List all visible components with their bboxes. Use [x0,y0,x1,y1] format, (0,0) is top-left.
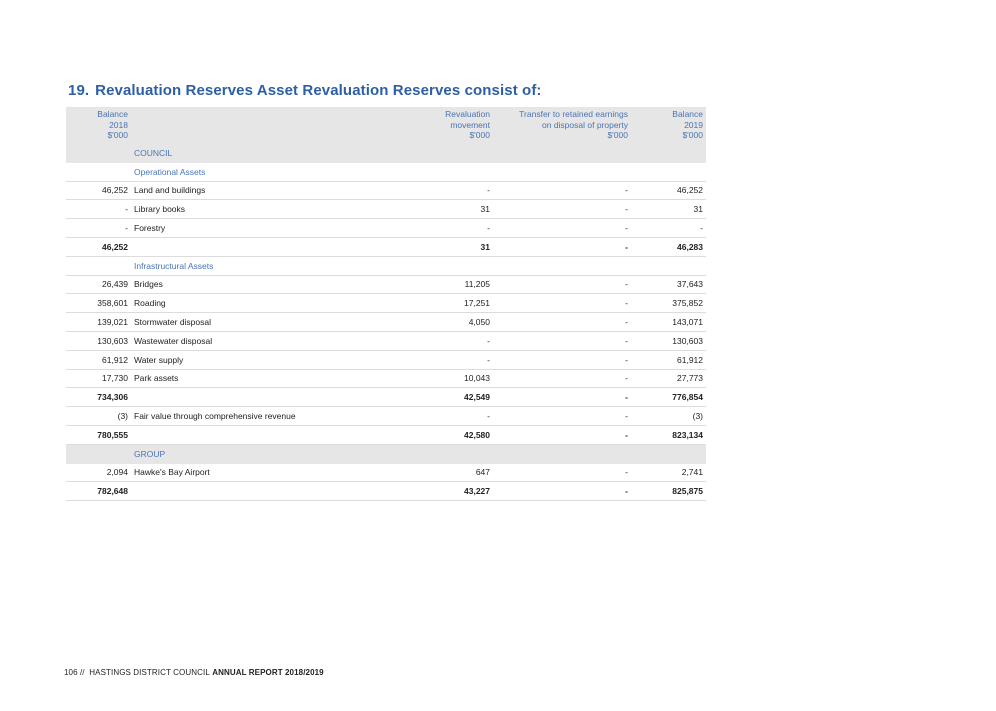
revaluation-movement-cell: 10,043 [431,369,493,388]
revaluation-movement-cell: 11,205 [431,275,493,294]
table-row [66,350,706,369]
description-cell: Roading [131,294,431,313]
revaluation-movement-cell [431,162,493,181]
header-line: $'000 [682,130,703,140]
total-row [66,388,706,407]
revaluation-movement-cell: 31 [431,200,493,219]
revaluation-movement-cell: 17,251 [431,294,493,313]
description-cell [131,482,431,501]
transfer-cell: - [493,388,631,407]
header-line: movement [450,119,490,130]
section-row [66,144,706,162]
footer-report: ANNUAL REPORT 2018/2019 [212,668,324,677]
description-cell: Operational Assets [131,162,431,181]
header-line: Balance [97,109,128,119]
description-cell: Forestry [131,219,431,238]
header-balance-2018 [66,107,131,144]
balance-2019-cell: 143,071 [631,313,706,332]
transfer-cell: - [493,463,631,482]
balance-2019-cell: 823,134 [631,425,706,444]
description-cell: Fair value through comprehensive revenue [131,407,431,426]
description-cell: Library books [131,200,431,219]
footer-org: HASTINGS DISTRICT COUNCIL [89,668,210,677]
header-line: Transfer to retained earnings [519,109,628,119]
table-body [66,144,706,501]
balance-2019-cell [631,144,706,162]
balance-2019-cell: (3) [631,407,706,426]
transfer-cell: - [493,181,631,200]
header-line: Balance [672,109,703,119]
description-cell: Wastewater disposal [131,331,431,350]
table-header [66,107,706,144]
header-balance-2019 [631,107,706,144]
balance-2018-cell: 734,306 [66,388,131,407]
balance-2018-cell: 46,252 [66,181,131,200]
revaluation-movement-cell: 4,050 [431,313,493,332]
revaluation-movement-cell: - [431,181,493,200]
page-footer [64,668,324,677]
header-line: on disposal of property [542,119,628,130]
balance-2018-cell: 139,021 [66,313,131,332]
revaluation-movement-cell: 647 [431,463,493,482]
balance-2018-cell: 17,730 [66,369,131,388]
balance-2019-cell: 2,741 [631,463,706,482]
balance-2018-cell [66,444,131,463]
balance-2018-cell: (3) [66,407,131,426]
header-line: $'000 [469,130,490,140]
balance-2019-cell: 31 [631,200,706,219]
total-row [66,482,706,501]
section-row [66,162,706,181]
balance-2018-cell: 2,094 [66,463,131,482]
balance-2019-cell: 776,854 [631,388,706,407]
table-row [66,219,706,238]
header-line: Revaluation [445,109,490,119]
section-number: 19. [68,82,90,99]
header-line: 2018 [109,119,128,130]
total-row [66,237,706,256]
section-row [66,256,706,275]
balance-2019-cell: 46,283 [631,237,706,256]
transfer-cell: - [493,350,631,369]
balance-2019-cell: 375,852 [631,294,706,313]
description-cell: Water supply [131,350,431,369]
table-row [66,369,706,388]
balance-2018-cell: 26,439 [66,275,131,294]
transfer-cell [493,256,631,275]
transfer-cell: - [493,275,631,294]
balance-2018-cell: - [66,219,131,238]
transfer-cell: - [493,482,631,501]
table-row [66,331,706,350]
transfer-cell: - [493,237,631,256]
description-cell [131,388,431,407]
revaluation-movement-cell: 42,580 [431,425,493,444]
balance-2018-cell [66,162,131,181]
balance-2019-cell: - [631,219,706,238]
table-row [66,200,706,219]
table-row [66,181,706,200]
description-cell: Stormwater disposal [131,313,431,332]
description-cell: Bridges [131,275,431,294]
transfer-cell: - [493,200,631,219]
balance-2019-cell: 37,643 [631,275,706,294]
balance-2018-cell: 46,252 [66,237,131,256]
revaluation-movement-cell: 43,227 [431,482,493,501]
description-cell [131,237,431,256]
section-title [68,82,542,99]
header-line: $'000 [107,130,128,140]
revaluation-movement-cell [431,256,493,275]
revaluation-movement-cell: - [431,331,493,350]
description-cell: Hawke's Bay Airport [131,463,431,482]
balance-2018-cell: 782,648 [66,482,131,501]
description-cell: COUNCIL [131,144,431,162]
table-row [66,407,706,426]
description-cell: Land and buildings [131,181,431,200]
header-row [66,107,706,144]
balance-2019-cell: 825,875 [631,482,706,501]
balance-2018-cell: 61,912 [66,350,131,369]
page-number: 106 // [64,668,85,677]
total-row [66,425,706,444]
table-row [66,275,706,294]
revaluation-movement-cell: - [431,350,493,369]
balance-2018-cell [66,256,131,275]
transfer-cell: - [493,369,631,388]
transfer-cell: - [493,219,631,238]
table-row [66,294,706,313]
transfer-cell [493,144,631,162]
description-cell [131,425,431,444]
balance-2019-cell: 46,252 [631,181,706,200]
balance-2019-cell [631,444,706,463]
balance-2018-cell: 130,603 [66,331,131,350]
section-row [66,444,706,463]
balance-2019-cell [631,256,706,275]
transfer-cell: - [493,331,631,350]
description-cell: GROUP [131,444,431,463]
transfer-cell: - [493,294,631,313]
balance-2019-cell: 61,912 [631,350,706,369]
revaluation-movement-cell [431,444,493,463]
description-cell: Park assets [131,369,431,388]
balance-2019-cell [631,162,706,181]
balance-2018-cell [66,144,131,162]
header-line: 2019 [684,119,703,130]
section-title-text: Revaluation Reserves Asset Revaluation Reserves consist of: [95,82,542,99]
transfer-cell [493,444,631,463]
balance-2018-cell: - [66,200,131,219]
description-cell: Infrastructural Assets [131,256,431,275]
transfer-cell: - [493,425,631,444]
balance-2018-cell: 780,555 [66,425,131,444]
table-row [66,313,706,332]
header-line: $'000 [607,130,628,140]
table-row [66,463,706,482]
balance-2019-cell: 130,603 [631,331,706,350]
transfer-cell: - [493,407,631,426]
revaluation-reserves-table [66,107,706,501]
header-description [131,107,431,144]
revaluation-movement-cell: - [431,219,493,238]
header-revaluation-movement [431,107,493,144]
revaluation-movement-cell [431,144,493,162]
revaluation-movement-cell: 42,549 [431,388,493,407]
balance-2019-cell: 27,773 [631,369,706,388]
header-transfer-retained-earnings [493,107,631,144]
transfer-cell: - [493,313,631,332]
revaluation-movement-cell: 31 [431,237,493,256]
balance-2018-cell: 358,601 [66,294,131,313]
revaluation-movement-cell: - [431,407,493,426]
transfer-cell [493,162,631,181]
